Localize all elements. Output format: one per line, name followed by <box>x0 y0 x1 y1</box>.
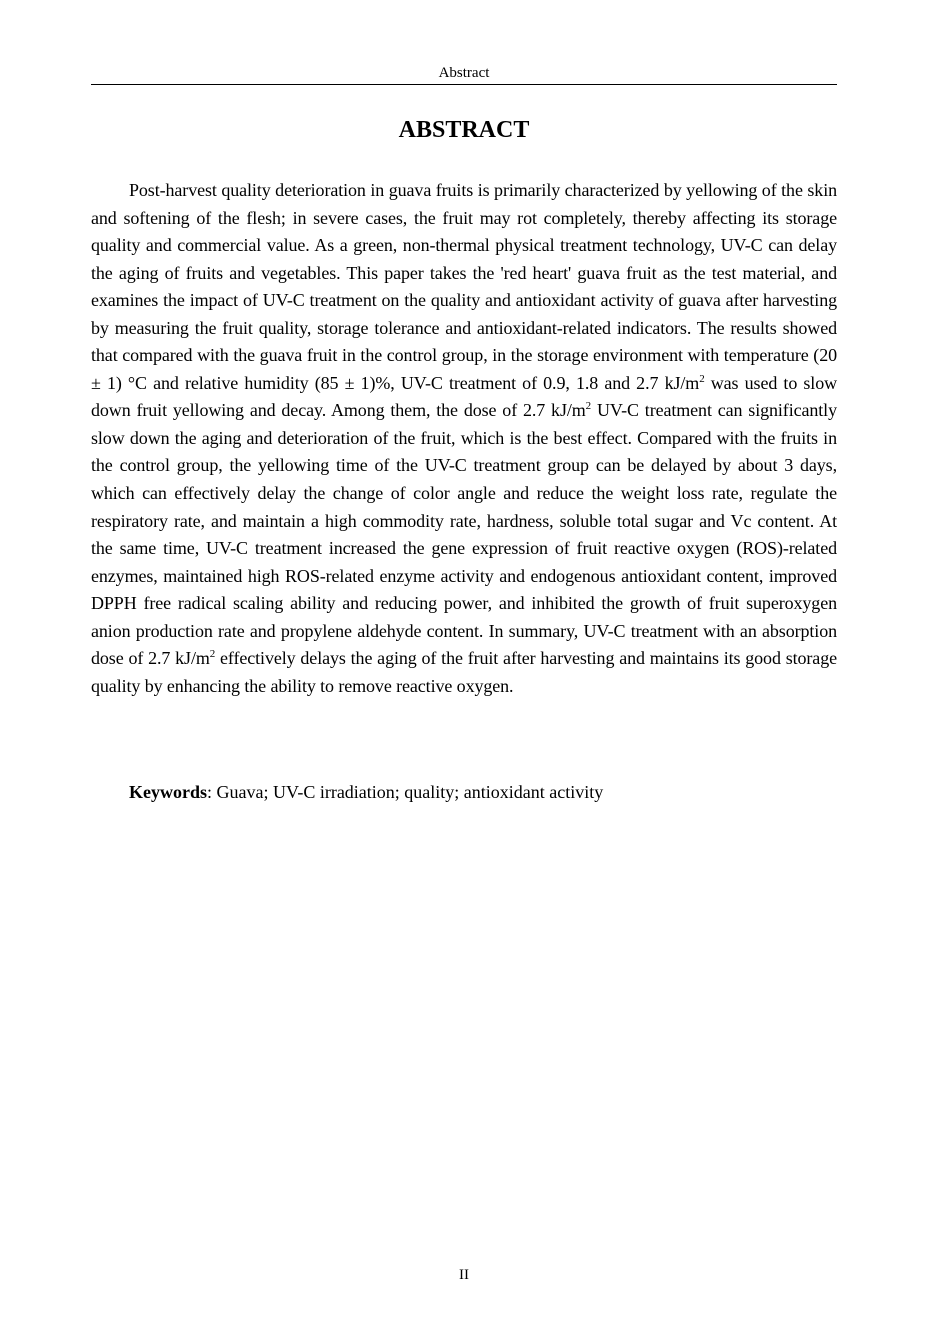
abstract-text-1: Post-harvest quality deterioration in guava fruits is primarily characterized by yellowing of the skin and softening of the flesh; in severe cases, the fruit may rot completely, thereby affecting its storage quality and commercial value. As a green, non-thermal physical treatment technology, UV-C can delay the aging of fruits and vegetables. This paper takes the 'red heart' guava fruit as the test material, and examines the impact of UV-C treatment on the quality and antioxidant activity of guava after harvesting by measuring the fruit quality, storage tolerance and antioxidant-related indicators. The results showed that compared with the guava fruit in the control group, in the storage environment with temperature (20 ± 1) °C and relative humidity (85 ± 1)%, UV-C treatment of 0.9, 1.8 and 2.7 kJ/m <box>91 180 837 393</box>
page-title: ABSTRACT <box>398 117 530 143</box>
superscript-1: 2 <box>699 372 705 385</box>
abstract-paragraph <box>91 177 837 700</box>
superscript-3: 2 <box>209 648 216 661</box>
running-header: Abstract <box>438 65 490 81</box>
abstract-text-4: effectively delays the aging of the fruit after harvesting and maintains its good storage quality by enhancing the ability to remove reactive oxygen. <box>91 648 837 696</box>
keywords-line <box>91 779 837 806</box>
page-number: II <box>459 1267 469 1283</box>
abstract-text-3: UV-C treatment can significantly slow down the aging and deterioration of the fruit, which is the best effect. Compared with the fruits in the control group, the yellowing time of the UV-C treatment group can be delayed by about 3 days, which can effectively delay the change of color angle and reduce the weight loss rate, regulate the respiratory rate, and maintain a high commodity rate, hardness, soluble total sugar and Vc content. At the same time, UV-C treatment increased the gene expression of fruit reactive oxygen (ROS)-related enzymes, maintained high ROS-related enzyme activity and endogenous antioxidant content, improved DPPH free radical scaling ability and reducing power, and inhibited the growth of fruit superoxygen anion production rate and propylene aldehyde content. In summary, UV-C treatment with an absorption dose of 2.7 kJ/m <box>91 400 837 669</box>
keywords-text: : Guava; UV-C irradiation; quality; antioxidant activity <box>207 782 604 802</box>
abstract-text-2: was used to slow down fruit yellowing and decay. Among them, the dose of 2.7 kJ/m <box>91 372 838 421</box>
superscript-2: 2 <box>585 400 592 413</box>
keywords-label: Keywords <box>129 782 207 802</box>
header-rule <box>91 84 837 85</box>
